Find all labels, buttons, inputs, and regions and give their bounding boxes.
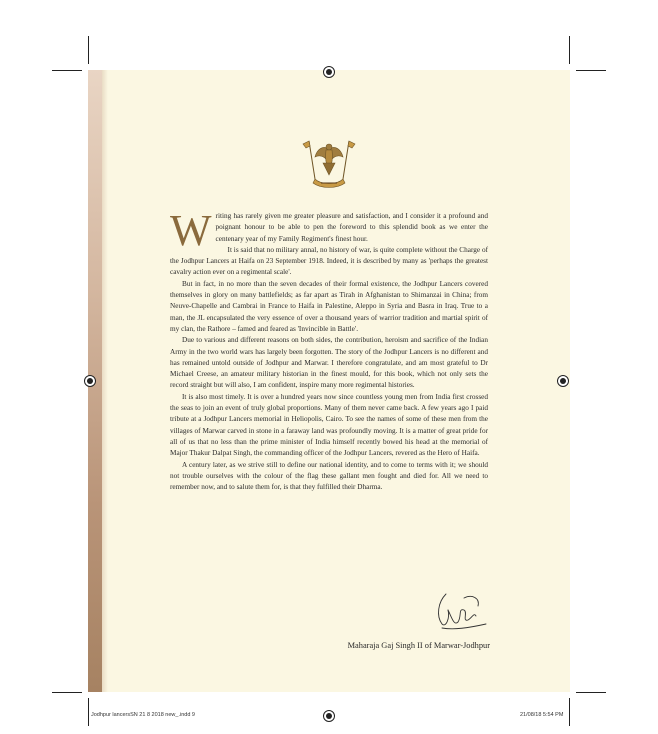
paragraph-1-text: riting has rarely given me greater pleasure and satisfaction, and I consider it a profound and poignant honour to be able to pen the foreword to this splendid book as we enter the centenary year of my Family Regiment's finest hour. [215,212,488,243]
registration-mark-left [84,375,96,387]
registration-mark-top [323,66,335,78]
foreword-text [170,206,488,493]
drop-cap: W [170,206,212,255]
print-slug-left: Jodhpur lancersSN 21 8 2018 new_.indd 9 [91,712,195,718]
handwritten-signature [428,588,490,636]
paragraph-1 [170,206,488,255]
regimental-crest-icon [301,135,357,195]
paragraph-3: But in fact, in no more than the seven decades of their formal existence, the Jodhpur Lancers covered themselves in glory on many battlefields; as far apart as Tirah in Afghanistan to Shimanzai in China; from Neuve-Chapelle and Cambrai in France to Haifa in Palestine, Aleppo in Syria and Basra in Iraq. True to a man, the JL encapsulated the very essence of over a thousand years of warrior tradition and martial spirit of my clan, the Rathore – famed and feared as 'Invincible in Battle'. [170,279,488,333]
paragraph-4: Due to various and different reasons on both sides, the contribution, heroism and sacrifice of the Indian Army in the two world wars has largely been forgotten. The story of the Jodhpur Lancers is no different and has remained untold outside of Jodhpur and Marwar. I therefore congratulate, and am most grateful to Dr Michael Creese, an amateur military historian in the finest mould, for this book, which not only sets the record straight but will also, I am confident, inspire many more regimental histories. [170,336,488,390]
paragraph-5: It is also most timely. It is over a hundred years now since countless young men from India first crossed the seas to join an event of truly global proportions. Many of them never came back. A few years ago I paid tribute at a Jodhpur Lancers memorial in Heliopolis, Cairo. To see the names of some of these men from the villages of Marwar carved in stone in a faraway land was profoundly moving. It is a matter of great pride for all of us that no less than the prime minister of India himself recently bowed his head at the memorial of Major Thakur Dalpat Singh, the commanding officer of the Jodhpur Lancers, revered as the Hero of Haifa. [170,392,488,458]
paragraph-2: It is said that no military annal, no history of war, is quite complete without the Charge of the Jodhpur Lancers at Haifa on 23 September 1918. Indeed, it is described by many as 'perhaps the greatest cavalry action ever on a regimental scale'. [170,245,488,277]
print-slug-right: 21/08/18 5:54 PM [520,712,564,718]
paragraph-6: A century later, as we strive still to define our national identity, and to come to terms with it; we should not trouble ourselves with the colour of the flag these gallant men fought and died for. All we need to remember now, and to salute them for, is that they fulfilled their Dharma. [170,460,488,492]
registration-mark-right [557,375,569,387]
signatory-name: Maharaja Gaj Singh II of Marwar-Jodhpur [347,641,490,650]
registration-mark-bottom [323,710,335,722]
